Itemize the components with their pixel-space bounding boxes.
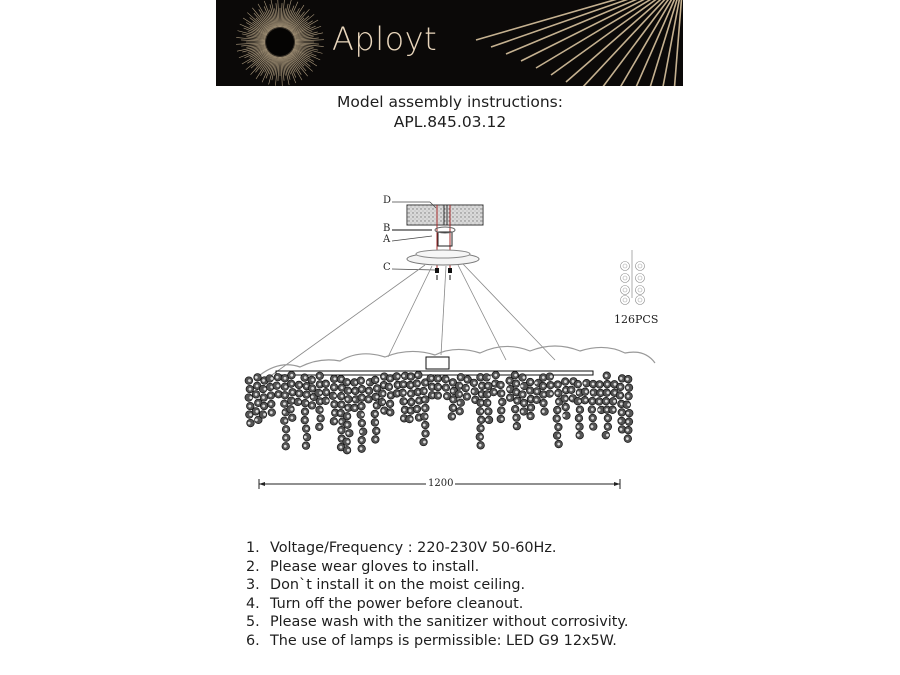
instruction-number: 2. — [246, 558, 260, 575]
width-dimension-label: 1200 — [428, 478, 454, 489]
instruction-item — [246, 576, 628, 595]
callout-b: B — [383, 223, 391, 234]
callout-c: C — [383, 262, 391, 273]
instruction-text: Please wash with the sanitizer without corrosivity. — [270, 614, 629, 631]
instruction-number: 1. — [246, 540, 260, 556]
instructions-list — [246, 539, 628, 651]
instruction-text: Turn off the power before cleanout. — [270, 595, 524, 612]
instruction-text: Don`t install it on the moist ceiling. — [270, 577, 526, 594]
instruction-number: 3. — [246, 577, 260, 594]
callout-a: A — [383, 234, 391, 245]
instruction-item — [246, 632, 628, 651]
parts-count-label: 126PCS — [614, 313, 659, 326]
model-number: APL.845.03.12 — [393, 113, 507, 131]
instruction-text: Voltage/Frequency : 220-230V 50-60Hz. — [270, 540, 557, 556]
brand-name: Aployt — [332, 20, 438, 58]
instruction-item — [246, 595, 628, 614]
instruction-item — [246, 558, 628, 577]
instruction-number: 6. — [246, 632, 260, 649]
callout-d: D — [383, 195, 392, 206]
instruction-item — [246, 539, 628, 558]
document-title: Model assembly instructions: — [337, 93, 563, 111]
instruction-number: 5. — [246, 614, 260, 631]
instruction-text: The use of lamps is permissible: LED G9 12x5W. — [270, 632, 617, 649]
instruction-text: Please wear gloves to install. — [270, 558, 480, 575]
instruction-item — [246, 613, 628, 632]
instruction-number: 4. — [246, 595, 260, 612]
